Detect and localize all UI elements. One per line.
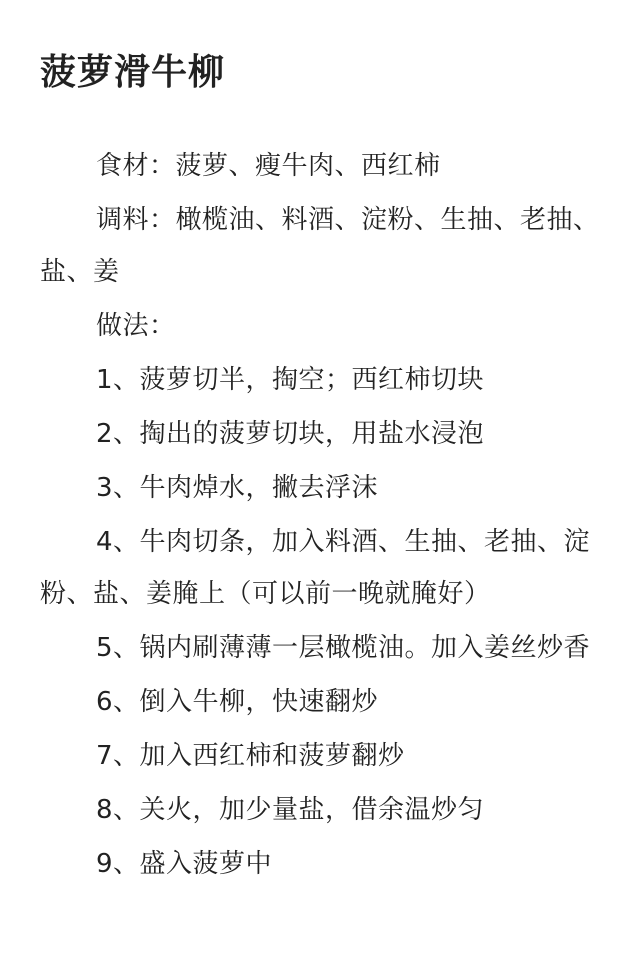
- step-item: 6、倒入牛柳，快速翻炒: [96, 687, 379, 717]
- seasonings-line: 调料：橄榄油、料酒、淀粉、生抽、老抽、盐、姜: [40, 205, 600, 287]
- step-item: 7、加入西红柿和菠萝翻炒: [96, 741, 405, 771]
- method-heading: 做法：: [96, 311, 176, 341]
- step-item: 2、掏出的菠萝切块，用盐水浸泡: [96, 419, 485, 449]
- step-item: 1、菠萝切半，掏空；西红柿切块: [96, 365, 485, 395]
- step-item: 4、牛肉切条，加入料酒、生抽、老抽、淀粉、盐、姜腌上（可以前一晚就腌好）: [40, 527, 591, 609]
- step-item: 5、锅内刷薄薄一层橄榄油。加入姜丝炒香: [96, 633, 591, 663]
- step-item: 9、盛入菠萝中: [96, 849, 273, 879]
- step-item: 8、关火，加少量盐，借余温炒匀: [96, 795, 485, 825]
- recipe-title: 菠萝滑牛柳: [40, 52, 226, 93]
- step-item: 3、牛肉焯水，撇去浮沫: [96, 473, 379, 503]
- ingredients-line: 食材：菠萝、瘦牛肉、西红柿: [96, 151, 441, 181]
